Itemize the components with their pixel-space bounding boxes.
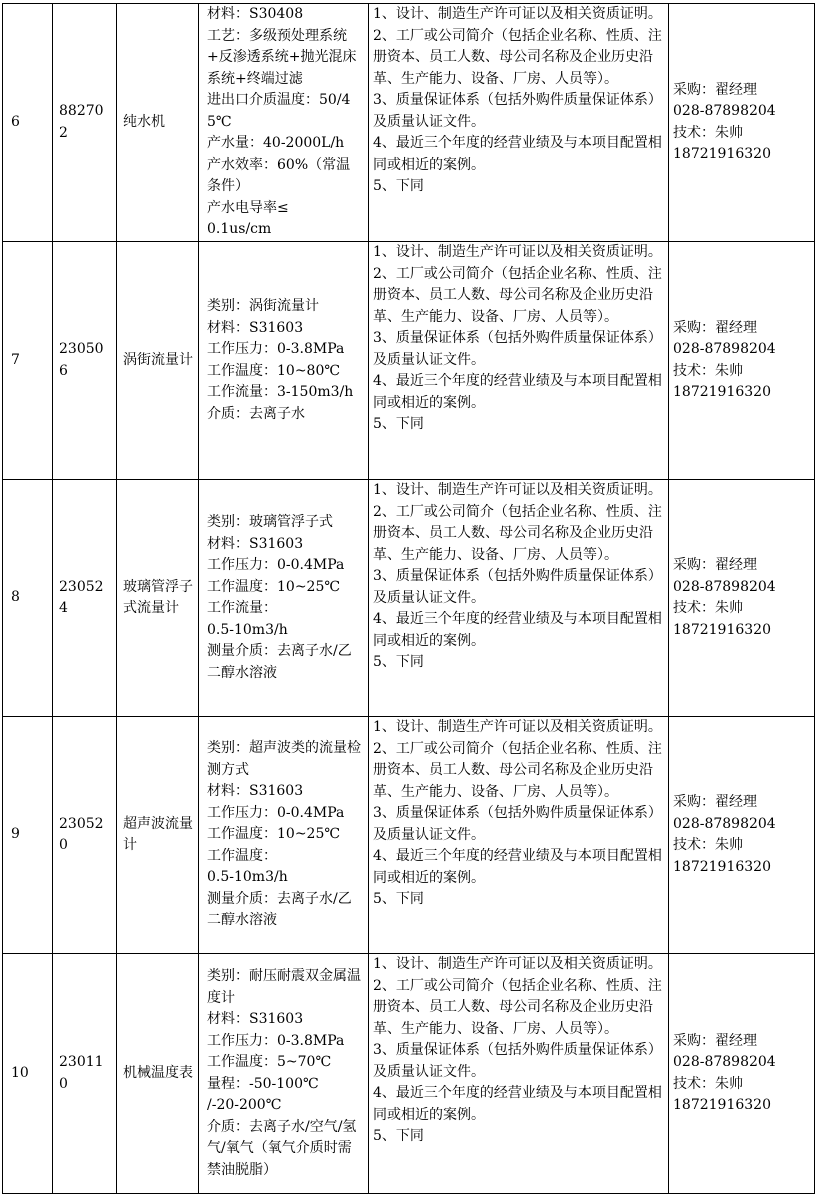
requirement-line: 4、最近三个年度的经营业绩及与本项目配置相同或相近的案例。 — [373, 1085, 662, 1123]
spec-line: 工作流量：3-150m3/h — [207, 384, 354, 400]
contact-line: 采购：翟经理 — [673, 557, 757, 573]
equipment-name: 涡街流量计 — [117, 242, 199, 480]
requirement-line: 4、最近三个年度的经营业绩及与本项目配置相同或相近的案例。 — [373, 611, 662, 649]
contact-line: 028-87898204 — [673, 103, 776, 119]
equipment-name: 玻璃管浮子式流量计 — [117, 480, 199, 717]
spec-line: 材料：S31603 — [207, 783, 304, 800]
spec-line: 工作压力：0-3.8MPa — [207, 341, 345, 357]
requirements-cell — [369, 954, 669, 1194]
contact-line: 技术：朱帅 — [673, 837, 743, 853]
table-row — [3, 4, 815, 242]
spec-line: 进出口介质温度：50/45℃ — [207, 92, 351, 130]
contact-cell — [669, 717, 815, 954]
spec-line: 类别：涡街流量计 — [207, 298, 319, 314]
requirements-cell — [369, 242, 669, 480]
spec-line: 工作流量： — [207, 600, 277, 616]
equipment-name: 超声波流量计 — [117, 717, 199, 954]
spec-line: 类别：玻璃管浮子式 — [207, 514, 333, 530]
spec-cell — [199, 717, 369, 954]
spec-line: 0.1us/cm — [207, 221, 272, 237]
requirement-line: 3、质量保证体系（包括外购件质量保证体系）及质量认证文件。 — [373, 568, 662, 606]
contact-line: 18721916320 — [673, 384, 771, 400]
equipment-name: 机械温度表 — [117, 954, 199, 1194]
equipment-name: 纯水机 — [117, 4, 199, 242]
requirements-cell — [369, 717, 669, 954]
spec-line: 工艺：多级预处理系统+反渗透系统+抛光混床系统+终端过滤 — [207, 27, 357, 87]
requirement-line: 1、设计、制造生产许可证以及相关资质证明。 — [373, 956, 662, 972]
material-code: 230506 — [53, 242, 117, 480]
requirement-line: 2、工厂或公司简介（包括企业名称、性质、注册资本、员工人数、母公司名称及企业历史沿革、生产能力、设备、厂房、人员等）。 — [373, 27, 662, 87]
requirements-cell — [369, 4, 669, 242]
contact-cell — [669, 480, 815, 717]
spec-line: 工作温度： — [207, 847, 277, 864]
requirement-line: 5、下同 — [373, 654, 424, 670]
spec-cell — [199, 480, 369, 717]
requirement-line: 3、质量保证体系（包括外购件质量保证体系）及质量认证文件。 — [373, 805, 662, 843]
spec-line: 0.5-10m3/h — [207, 869, 288, 886]
contact-line: 采购：翟经理 — [673, 319, 757, 336]
spec-line: 产水效率：60%（常温条件） — [207, 156, 351, 194]
spec-line: 产水量：40-2000L/h — [207, 135, 345, 151]
spec-line: 工作温度：10~25℃ — [207, 578, 341, 595]
spec-line: 材料：S31603 — [207, 319, 304, 336]
spec-line: 测量介质：去离子水/乙二醇水溶液 — [207, 890, 352, 929]
requirements-cell — [369, 480, 669, 717]
contact-line: 技术：朱帅 — [673, 600, 743, 616]
spec-line: 工作温度：10~25℃ — [207, 826, 341, 843]
spec-line: 产水电导率≤ — [207, 199, 289, 216]
table-row — [3, 480, 815, 717]
requirement-line: 1、设计、制造生产许可证以及相关资质证明。 — [373, 6, 662, 22]
spec-line: 量程：-50-100℃ — [207, 1075, 319, 1092]
contact-line: 采购：翟经理 — [673, 81, 757, 98]
spec-line: 材料：S30408 — [207, 6, 304, 22]
requirement-line: 5、下同 — [373, 891, 424, 907]
contact-cell — [669, 954, 815, 1194]
spec-line: 材料：S31603 — [207, 535, 304, 552]
requirement-line: 3、质量保证体系（包括外购件质量保证体系）及质量认证文件。 — [373, 92, 662, 130]
requirement-line: 2、工厂或公司简介（包括企业名称、性质、注册资本、员工人数、母公司名称及企业历史沿革、生产能力、设备、厂房、人员等）。 — [373, 503, 662, 563]
spec-cell — [199, 4, 369, 242]
requirement-line: 5、下同 — [373, 1128, 424, 1144]
contact-line: 18721916320 — [673, 858, 771, 875]
contact-cell — [669, 4, 815, 242]
requirement-line: 3、质量保证体系（包括外购件质量保证体系）及质量认证文件。 — [373, 330, 662, 368]
spec-line: /-20-200℃ — [207, 1097, 282, 1113]
spec-line: 工作压力：0-3.8MPa — [207, 1032, 345, 1049]
contact-line: 18721916320 — [673, 1097, 771, 1113]
row-number: 10 — [3, 954, 53, 1194]
contact-line: 028-87898204 — [673, 578, 776, 595]
requirement-line: 1、设计、制造生产许可证以及相关资质证明。 — [373, 482, 662, 498]
spec-line: 工作温度：10~80℃ — [207, 362, 341, 379]
requirement-line: 2、工厂或公司简介（包括企业名称、性质、注册资本、员工人数、母公司名称及企业历史沿革、生产能力、设备、厂房、人员等）。 — [373, 740, 662, 800]
contact-line: 028-87898204 — [673, 1054, 776, 1070]
spec-line: 介质：去离子水/空气/氢气/氧气（氧气介质时需禁油脱脂） — [207, 1118, 357, 1178]
spec-line: 测量介质：去离子水/乙二醇水溶液 — [207, 643, 352, 681]
table-body — [3, 4, 815, 1194]
row-number: 9 — [3, 717, 53, 954]
spec-line: 工作压力：0-0.4MPa — [207, 804, 345, 821]
spec-line: 介质：去离子水 — [207, 405, 305, 422]
requirement-line: 3、质量保证体系（包括外购件质量保证体系）及质量认证文件。 — [373, 1042, 662, 1080]
table-row — [3, 242, 815, 480]
contact-line: 技术：朱帅 — [673, 1075, 743, 1092]
row-number: 8 — [3, 480, 53, 717]
row-number: 7 — [3, 242, 53, 480]
spec-cell — [199, 242, 369, 480]
contact-line: 18721916320 — [673, 146, 771, 162]
row-number: 6 — [3, 4, 53, 242]
requirement-line: 4、最近三个年度的经营业绩及与本项目配置相同或相近的案例。 — [373, 373, 662, 411]
contact-line: 028-87898204 — [673, 815, 776, 832]
requirement-line: 1、设计、制造生产许可证以及相关资质证明。 — [373, 719, 662, 735]
contact-line: 技术：朱帅 — [673, 124, 743, 141]
requirement-line: 4、最近三个年度的经营业绩及与本项目配置相同或相近的案例。 — [373, 848, 662, 886]
spec-line: 0.5-10m3/h — [207, 621, 288, 638]
contact-line: 028-87898204 — [673, 341, 776, 357]
material-code: 230110 — [53, 954, 117, 1194]
contact-line: 采购：翟经理 — [673, 1032, 757, 1049]
contact-cell — [669, 242, 815, 480]
contact-line: 采购：翟经理 — [673, 794, 757, 810]
spec-line: 类别：耐压耐震双金属温度计 — [207, 968, 361, 1006]
spec-line: 工作压力：0-0.4MPa — [207, 557, 345, 573]
spec-cell — [199, 954, 369, 1194]
requirement-line: 1、设计、制造生产许可证以及相关资质证明。 — [373, 244, 662, 260]
requirement-line: 4、最近三个年度的经营业绩及与本项目配置相同或相近的案例。 — [373, 135, 662, 173]
table-row — [3, 717, 815, 954]
spec-line: 工作温度：5~70℃ — [207, 1054, 332, 1070]
material-code: 230524 — [53, 480, 117, 717]
material-code: 230520 — [53, 717, 117, 954]
requirement-line: 5、下同 — [373, 178, 424, 194]
spec-line: 类别：超声波类的流量检测方式 — [207, 740, 361, 778]
spec-line: 材料：S31603 — [207, 1011, 304, 1027]
requirement-line: 2、工厂或公司简介（包括企业名称、性质、注册资本、员工人数、母公司名称及企业历史沿革、生产能力、设备、厂房、人员等）。 — [373, 265, 662, 325]
material-code: 882702 — [53, 4, 117, 242]
procurement-table — [2, 3, 815, 1194]
table-row — [3, 954, 815, 1194]
requirement-line: 2、工厂或公司简介（包括企业名称、性质、注册资本、员工人数、母公司名称及企业历史沿革、生产能力、设备、厂房、人员等）。 — [373, 977, 662, 1037]
contact-line: 技术：朱帅 — [673, 362, 743, 379]
contact-line: 18721916320 — [673, 621, 771, 638]
requirement-line: 5、下同 — [373, 416, 424, 432]
